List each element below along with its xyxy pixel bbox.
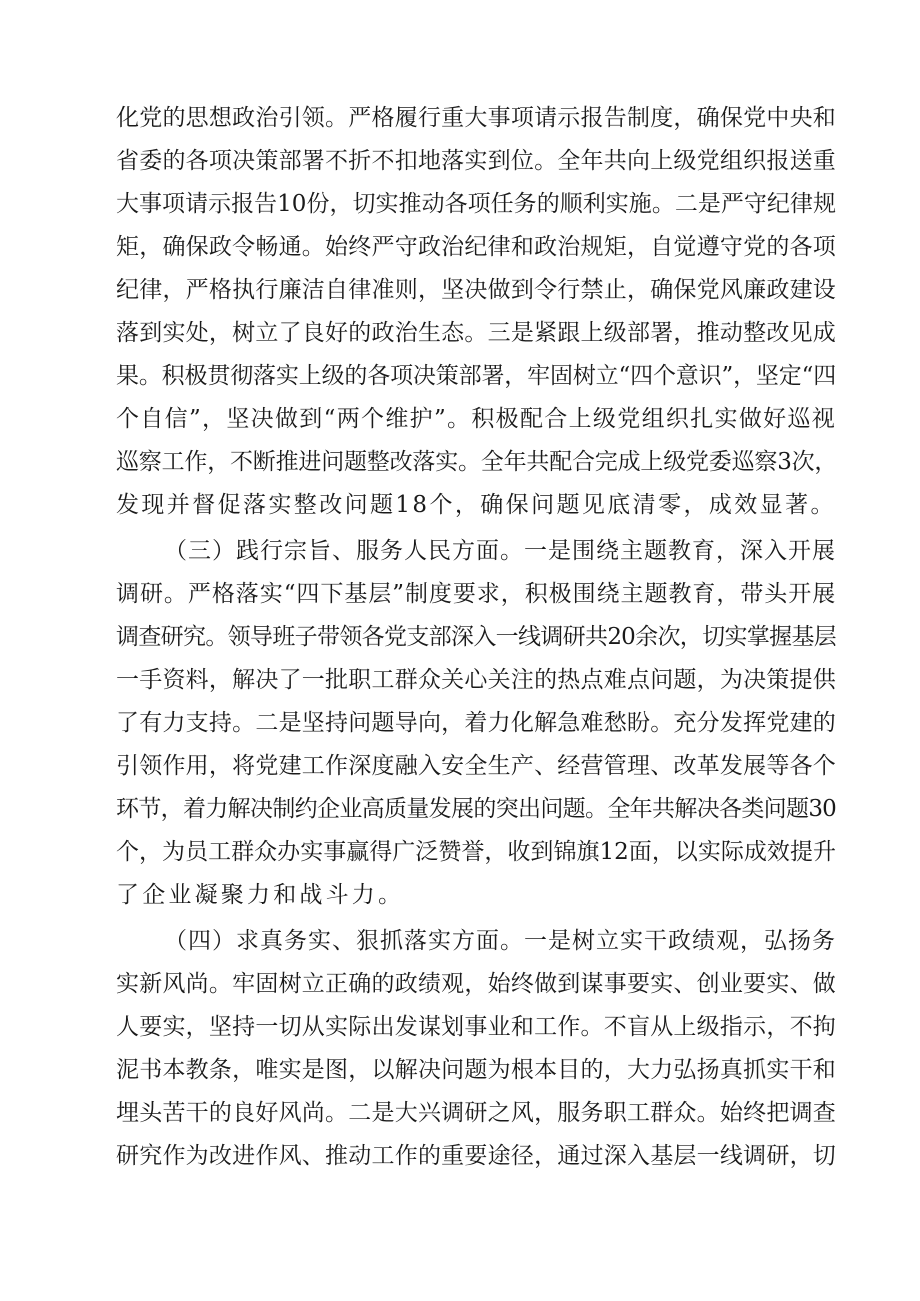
text-line: 纪律，严格执行廉洁自律准则，坚决做到令行禁止，确保党风廉政建设 <box>116 277 836 303</box>
text-line: 引领作用，将党建工作深度融入安全生产、经营管理、改革发展等各个 <box>116 753 836 779</box>
text-line: 泥书本教条，唯实是图，以解决问题为根本目的，大力弘扬真抓实干和 <box>116 1057 836 1083</box>
text-line: 个，为员工群众办实事赢得广泛赞誉，收到锦旗12面，以实际成效提升 <box>116 839 836 865</box>
text-line: 一手资料，解决了一批职工群众关心关注的热点难点问题，为决策提供 <box>116 667 836 693</box>
text-line: 埋头苦干的良好风尚。二是大兴调研之风，服务职工群众。始终把调查 <box>116 1100 836 1126</box>
text-line: 果。积极贯彻落实上级的各项决策部署，牢固树立“四个意识”，坚定“四 <box>116 363 836 389</box>
text-line: 落到实处，树立了良好的政治生态。三是紧跟上级部署，推动整改见成 <box>116 320 836 346</box>
text-line: 了有力支持。二是坚持问题导向，着力化解急难愁盼。充分发挥党建的 <box>116 710 836 736</box>
text-line: 实新风尚。牢固树立正确的政绩观，始终做到谋事要实、创业要实、做 <box>116 971 836 997</box>
text-line: 矩，确保政令畅通。始终严守政治纪律和政治规矩，自觉遵守党的各项 <box>116 234 836 260</box>
text-line: 了企业凝聚力和战斗力。 <box>116 882 405 908</box>
section-heading-line: （四）求真务实、狠抓落实方面。一是树立实干政绩观，弘扬务 <box>164 928 836 954</box>
text-line: 省委的各项决策部署不折不扣地落实到位。全年共向上级党组织报送重 <box>116 148 836 174</box>
text-line: 化党的思想政治引领。严格履行重大事项请示报告制度，确保党中央和 <box>116 105 836 131</box>
text-line: 大事项请示报告10份，切实推动各项任务的顺利实施。二是严守纪律规 <box>116 191 836 217</box>
text-line: 调研。严格落实“四下基层”制度要求，积极围绕主题教育，带头开展 <box>116 581 836 607</box>
text-line: 人要实，坚持一切从实际出发谋划事业和工作。不盲从上级指示，不拘 <box>116 1014 836 1040</box>
section-heading-line: （三）践行宗旨、服务人民方面。一是围绕主题教育，深入开展 <box>164 538 836 564</box>
text-line: 调查研究。领导班子带领各党支部深入一线调研共20余次，切实掌握基层 <box>116 624 836 650</box>
text-line: 研究作为改进作风、推动工作的重要途径，通过深入基层一线调研，切 <box>116 1143 836 1169</box>
text-line: 环节，着力解决制约企业高质量发展的突出问题。全年共解决各类问题30 <box>116 796 836 822</box>
text-line: 巡察工作，不断推进问题整改落实。全年共配合完成上级党委巡察3次， <box>116 449 838 475</box>
text-line: 发现并督促落实整改问题18个，确保问题见底清零，成效显著。 <box>116 492 836 518</box>
text-line: 个自信”，坚决做到“两个维护”。积极配合上级党组织扎实做好巡视 <box>116 406 836 432</box>
